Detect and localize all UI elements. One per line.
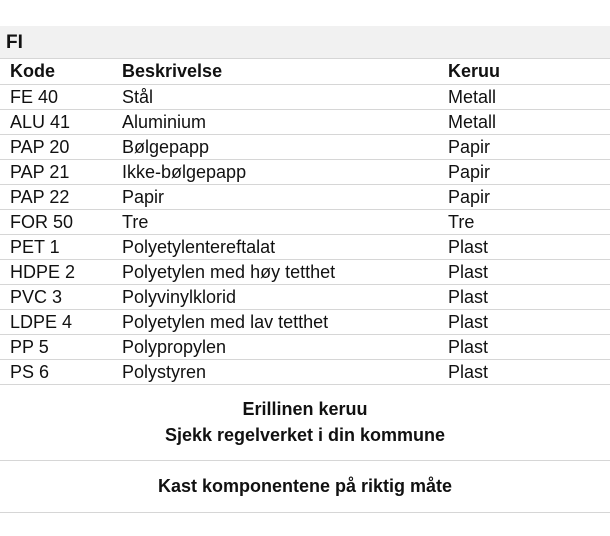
cell-code: PP 5 bbox=[0, 335, 116, 360]
cell-collection: Plast bbox=[442, 360, 610, 385]
recycling-panel bbox=[0, 26, 610, 385]
cell-description: Aluminium bbox=[116, 110, 442, 135]
table-row bbox=[0, 285, 610, 310]
cell-collection: Plast bbox=[442, 260, 610, 285]
language-header bbox=[0, 26, 610, 59]
table-header-row bbox=[0, 59, 610, 85]
cell-collection: Tre bbox=[442, 210, 610, 235]
cell-collection: Papir bbox=[442, 160, 610, 185]
table-row bbox=[0, 135, 610, 160]
table-row bbox=[0, 210, 610, 235]
column-header-description: Beskrivelse bbox=[116, 59, 442, 85]
cell-collection: Metall bbox=[442, 85, 610, 110]
table-row bbox=[0, 235, 610, 260]
cell-code: LDPE 4 bbox=[0, 310, 116, 335]
language-code: FI bbox=[6, 32, 23, 53]
cell-collection: Papir bbox=[442, 185, 610, 210]
table-row bbox=[0, 310, 610, 335]
cell-code: PVC 3 bbox=[0, 285, 116, 310]
cell-collection: Papir bbox=[442, 135, 610, 160]
table-row bbox=[0, 160, 610, 185]
cell-collection: Plast bbox=[442, 285, 610, 310]
cell-description: Polystyren bbox=[116, 360, 442, 385]
cell-description: Polyetylentereftalat bbox=[116, 235, 442, 260]
cell-description: Polypropylen bbox=[116, 335, 442, 360]
table-row bbox=[0, 360, 610, 385]
disposal-instruction bbox=[0, 461, 610, 513]
dispose-components-text: Kast komponentene på riktig måte bbox=[157, 476, 453, 496]
check-municipality-rules-text: Sjekk regelverket i din kommune bbox=[164, 425, 446, 445]
cell-description: Polyetylen med lav tetthet bbox=[116, 310, 442, 335]
table-row bbox=[0, 260, 610, 285]
separate-collection-title: Erillinen keruu bbox=[242, 399, 368, 419]
cell-description: Papir bbox=[116, 185, 442, 210]
cell-code: PET 1 bbox=[0, 235, 116, 260]
table-row bbox=[0, 335, 610, 360]
cell-description: Tre bbox=[116, 210, 442, 235]
cell-code: PS 6 bbox=[0, 360, 116, 385]
cell-collection: Plast bbox=[442, 235, 610, 260]
recycling-codes-table bbox=[0, 59, 610, 385]
table-row bbox=[0, 110, 610, 135]
cell-description: Ikke-bølgepapp bbox=[116, 160, 442, 185]
column-header-code: Kode bbox=[0, 59, 116, 85]
cell-code: HDPE 2 bbox=[0, 260, 116, 285]
cell-description: Stål bbox=[116, 85, 442, 110]
table-row bbox=[0, 85, 610, 110]
cell-code: PAP 22 bbox=[0, 185, 116, 210]
cell-collection: Plast bbox=[442, 310, 610, 335]
column-header-collection: Keruu bbox=[442, 59, 610, 85]
cell-description: Bølgepapp bbox=[116, 135, 442, 160]
separate-collection-note bbox=[0, 396, 610, 461]
cell-collection: Plast bbox=[442, 335, 610, 360]
cell-code: PAP 20 bbox=[0, 135, 116, 160]
cell-code: PAP 21 bbox=[0, 160, 116, 185]
cell-code: FOR 50 bbox=[0, 210, 116, 235]
cell-collection: Metall bbox=[442, 110, 610, 135]
cell-description: Polyvinylklorid bbox=[116, 285, 442, 310]
table-row bbox=[0, 185, 610, 210]
cell-description: Polyetylen med høy tetthet bbox=[116, 260, 442, 285]
cell-code: FE 40 bbox=[0, 85, 116, 110]
cell-code: ALU 41 bbox=[0, 110, 116, 135]
